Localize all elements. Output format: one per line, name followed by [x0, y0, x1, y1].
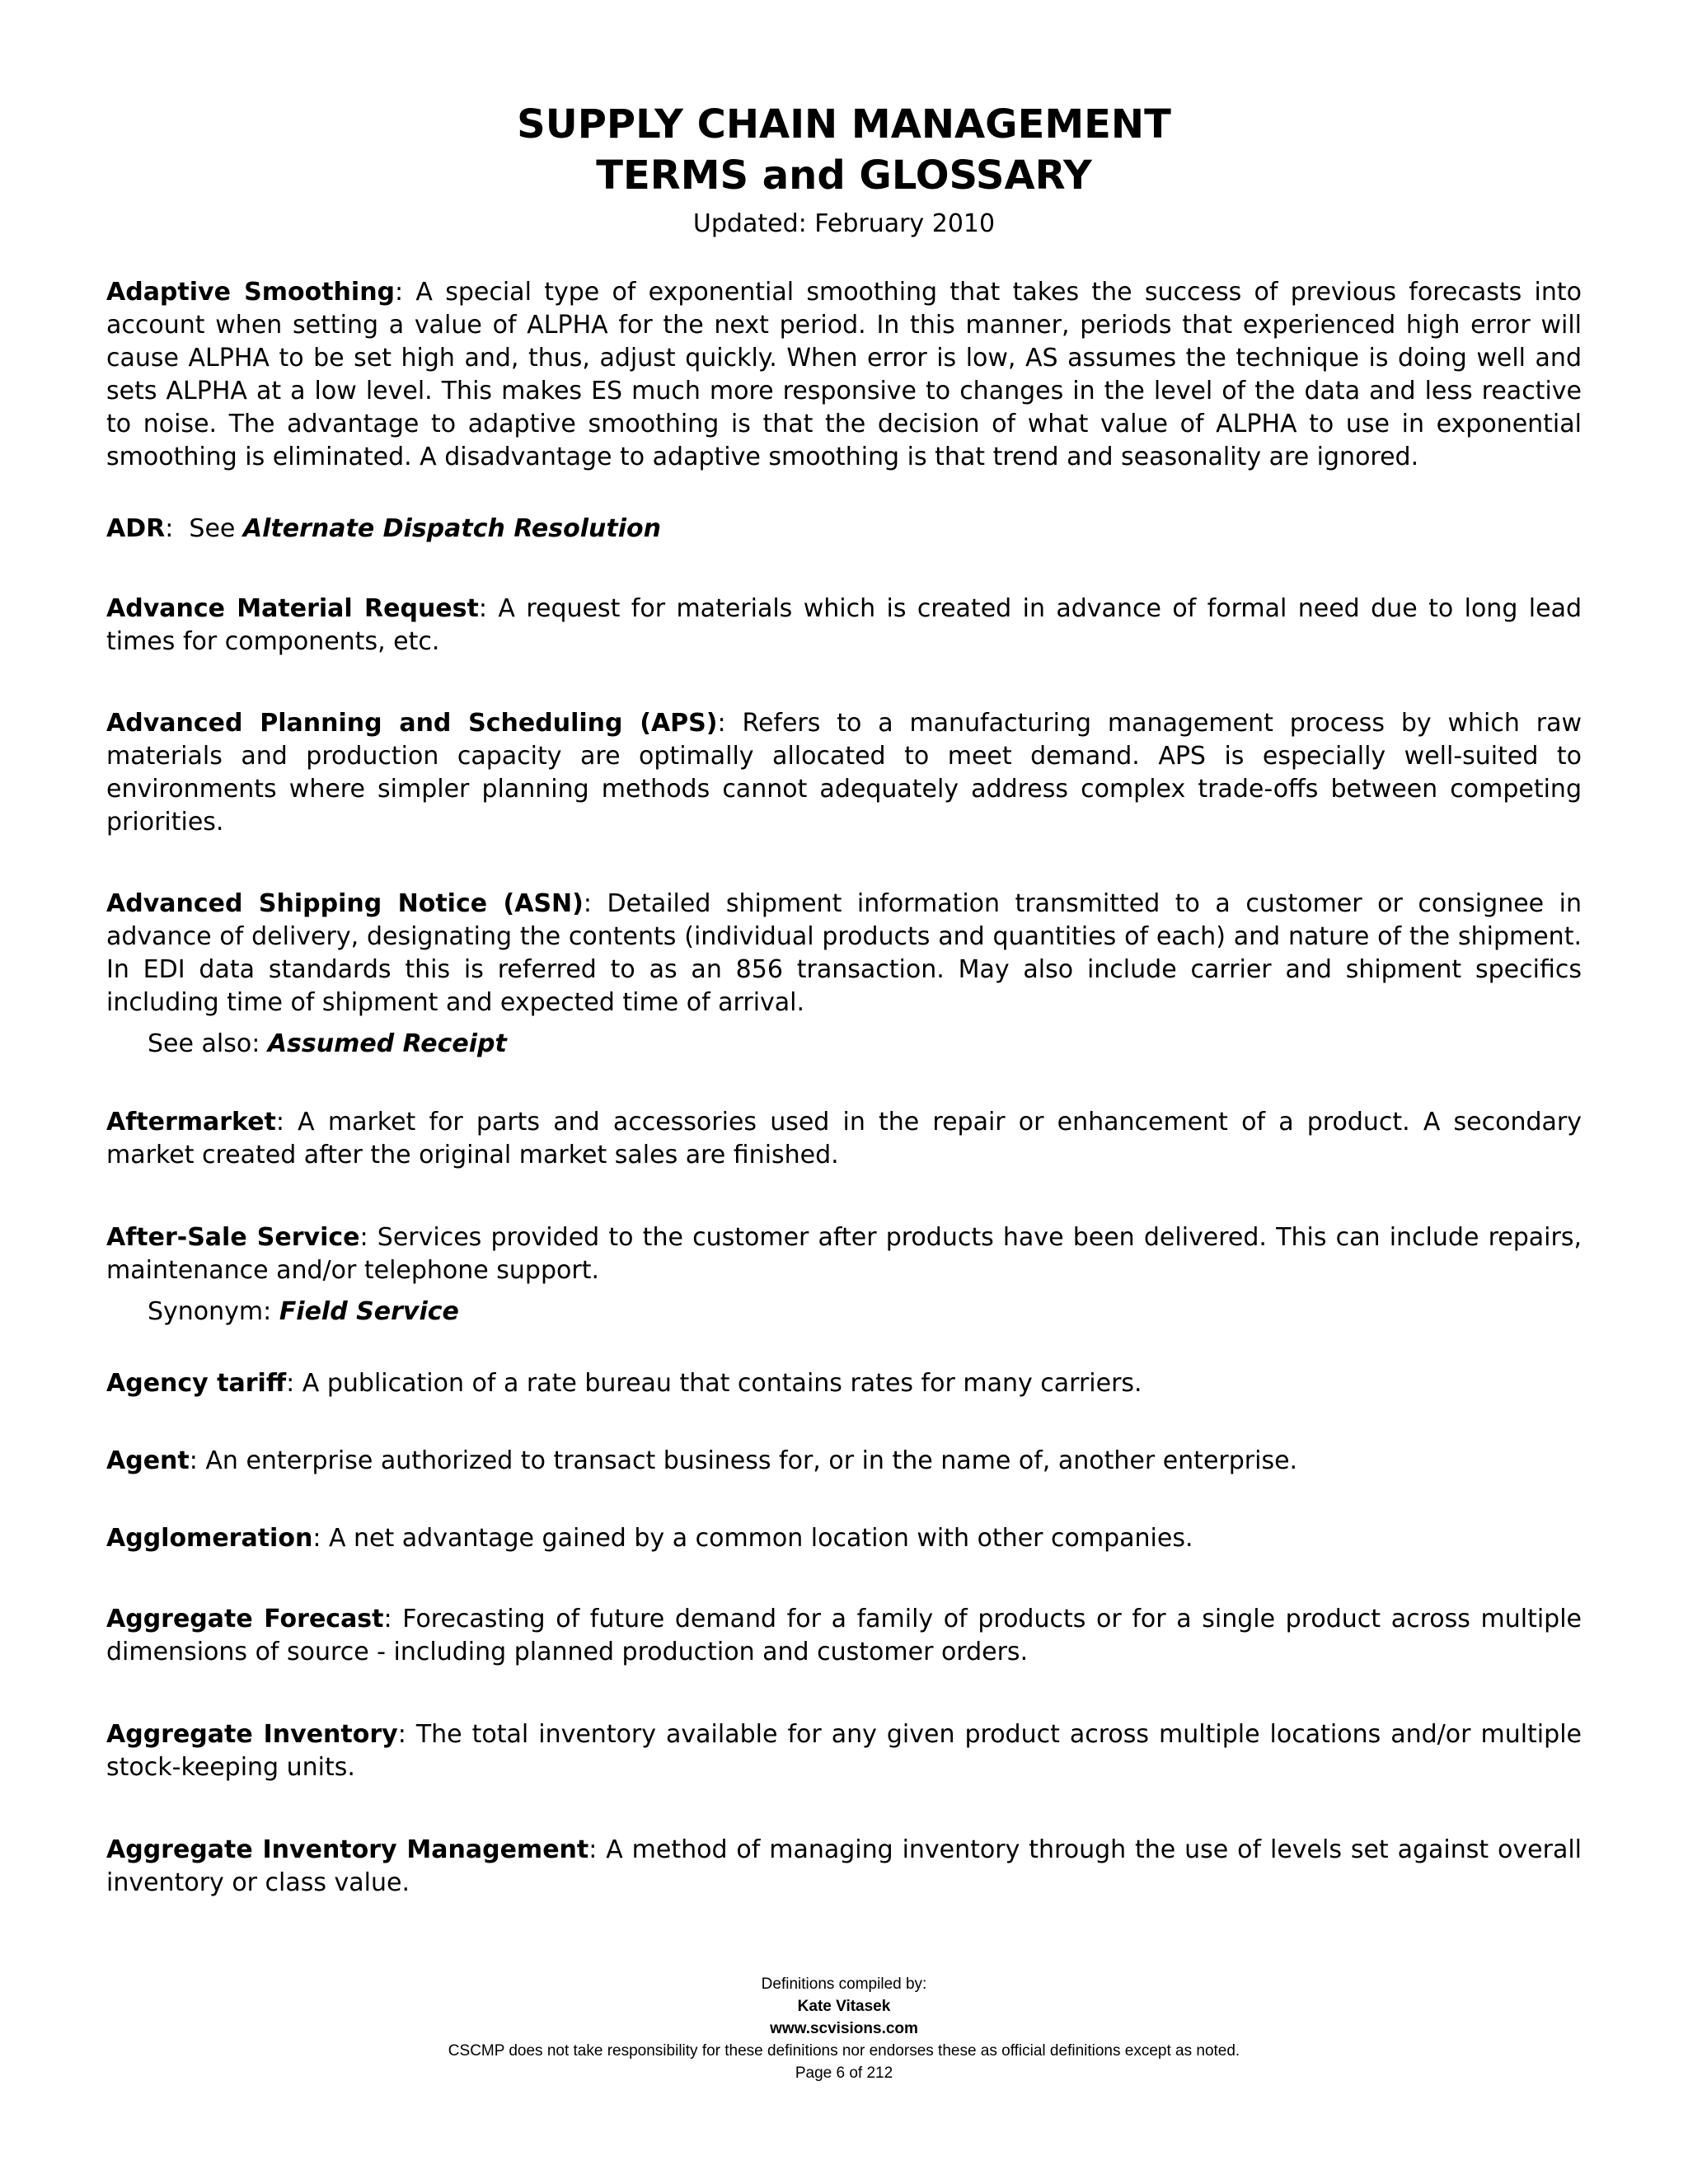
entry-term: After-Sale Service	[106, 1223, 360, 1252]
glossary-entry	[106, 276, 1582, 474]
glossary-entry	[106, 513, 1582, 546]
footer-website-link[interactable]: www.scvisions.com	[770, 2020, 918, 2037]
entry-term: Agent	[106, 1446, 190, 1475]
see-also-line	[148, 1028, 1582, 1061]
entry-term: Advanced Planning and Scheduling (APS)	[106, 709, 718, 738]
glossary-entry	[106, 1603, 1582, 1669]
entry-term: Adaptive Smoothing	[106, 278, 396, 307]
entry-definition: : An enterprise authorized to transact business for, or in the name of, another enterprise.	[189, 1446, 1298, 1475]
glossary-entry	[106, 1221, 1582, 1287]
entry-term: ADR	[106, 514, 166, 543]
glossary-entry	[106, 1445, 1582, 1478]
entry-term: Advanced Shipping Notice (ASN)	[106, 889, 584, 918]
entry-definition: : A method of managing inventory through the use of levels set against overall inventory or class value.	[106, 1835, 1582, 1897]
glossary-entry	[106, 1834, 1582, 1900]
see-also-label: See also:	[148, 1029, 268, 1058]
entry-term: Agglomeration	[106, 1524, 313, 1553]
glossary-entry	[106, 888, 1582, 1019]
glossary-entry	[106, 1718, 1582, 1784]
cross-reference-link[interactable]: Assumed Receipt	[267, 1029, 507, 1058]
entry-term: Aggregate Forecast	[106, 1605, 384, 1633]
entry-definition: : A request for materials which is created in advance of formal need due to long lead times for components, etc.	[106, 594, 1582, 656]
synonym-label: Synonym:	[148, 1297, 279, 1326]
updated-date: Updated: February 2010	[692, 209, 996, 238]
entry-term: Agency tariff	[106, 1369, 287, 1398]
cross-reference-link[interactable]: Field Service	[279, 1297, 459, 1326]
glossary-entry	[106, 707, 1582, 839]
glossary-entry	[106, 1522, 1582, 1555]
entry-definition: : Refers to a manufacturing management process by which raw materials and production capacity are optimally allocated to meet demand. APS is especially well-suited to environments where simpler planning methods cannot adequately address complex trade-offs between competing priorities.	[106, 709, 1582, 837]
entry-definition: : A publication of a rate bureau that contains rates for many carriers.	[286, 1369, 1142, 1398]
entry-definition: : A special type of exponential smoothing that takes the success of previous forecasts into account when setting a value of ALPHA for the next period. In this manner, periods that experienced high error will cause ALPHA to be set high and, thus, adjust quickly. When error is low, AS assumes the technique is doing well and sets ALPHA at a low level. This makes ES much more responsive to changes in the level of the data and less reactive to noise. The advantage to adaptive smoothing is that the decision of what value of ALPHA to use in exponential smoothing is eliminated. A disadvantage to adaptive smoothing is that trend and seasonality are ignored.	[106, 278, 1582, 471]
footer-author: Kate Vitasek	[797, 1998, 891, 2015]
glossary-entry	[106, 593, 1582, 658]
glossary-entry	[106, 1106, 1582, 1172]
entry-definition: : The total inventory available for any given product across multiple locations and/or multiple stock-keeping units.	[106, 1720, 1582, 1782]
entry-term: Aggregate Inventory	[106, 1720, 398, 1749]
title-line-1: SUPPLY CHAIN MANAGEMENT	[517, 101, 1171, 148]
glossary-entry	[106, 1367, 1582, 1400]
entry-definition: : A market for parts and accessories used in the repair or enhancement of a product. A secondary market created after the original market sales are finished.	[106, 1108, 1582, 1169]
footer-page-number: Page 6 of 212	[795, 2064, 893, 2082]
entry-definition: : See	[165, 514, 243, 543]
entry-definition: : Detailed shipment information transmitted to a customer or consignee in advance of delivery, designating the contents (individual products and quantities of each) and nature of the shipment. In EDI data standards this is referred to as an 856 transaction. May also include carrier and shipment specifics including time of shipment and expected time of arrival.	[106, 889, 1582, 1017]
cross-reference-link[interactable]: Alternate Dispatch Resolution	[242, 514, 661, 543]
page-footer	[0, 1973, 1688, 2084]
entry-term: Aftermarket	[106, 1108, 276, 1137]
footer-disclaimer: CSCMP does not take responsibility for these definitions nor endorses these as official definitions except as noted.	[448, 2042, 1240, 2060]
entry-term: Advance Material Request	[106, 594, 479, 623]
title-line-2: TERMS and GLOSSARY	[596, 152, 1092, 199]
entry-definition: : Forecasting of future demand for a family of products or for a single product across multiple dimensions of source - including planned production and customer orders.	[106, 1605, 1582, 1666]
glossary-entries	[106, 276, 1582, 1900]
entry-definition: : A net advantage gained by a common location with other companies.	[312, 1524, 1193, 1553]
entry-definition: : Services provided to the customer after products have been delivered. This can include repairs, maintenance and/or telephone support.	[106, 1223, 1582, 1285]
entry-term: Aggregate Inventory Management	[106, 1835, 589, 1864]
page-header	[0, 99, 1688, 242]
synonym-line	[148, 1296, 1582, 1329]
footer-compiled-by: Definitions compiled by:	[761, 1975, 927, 1993]
